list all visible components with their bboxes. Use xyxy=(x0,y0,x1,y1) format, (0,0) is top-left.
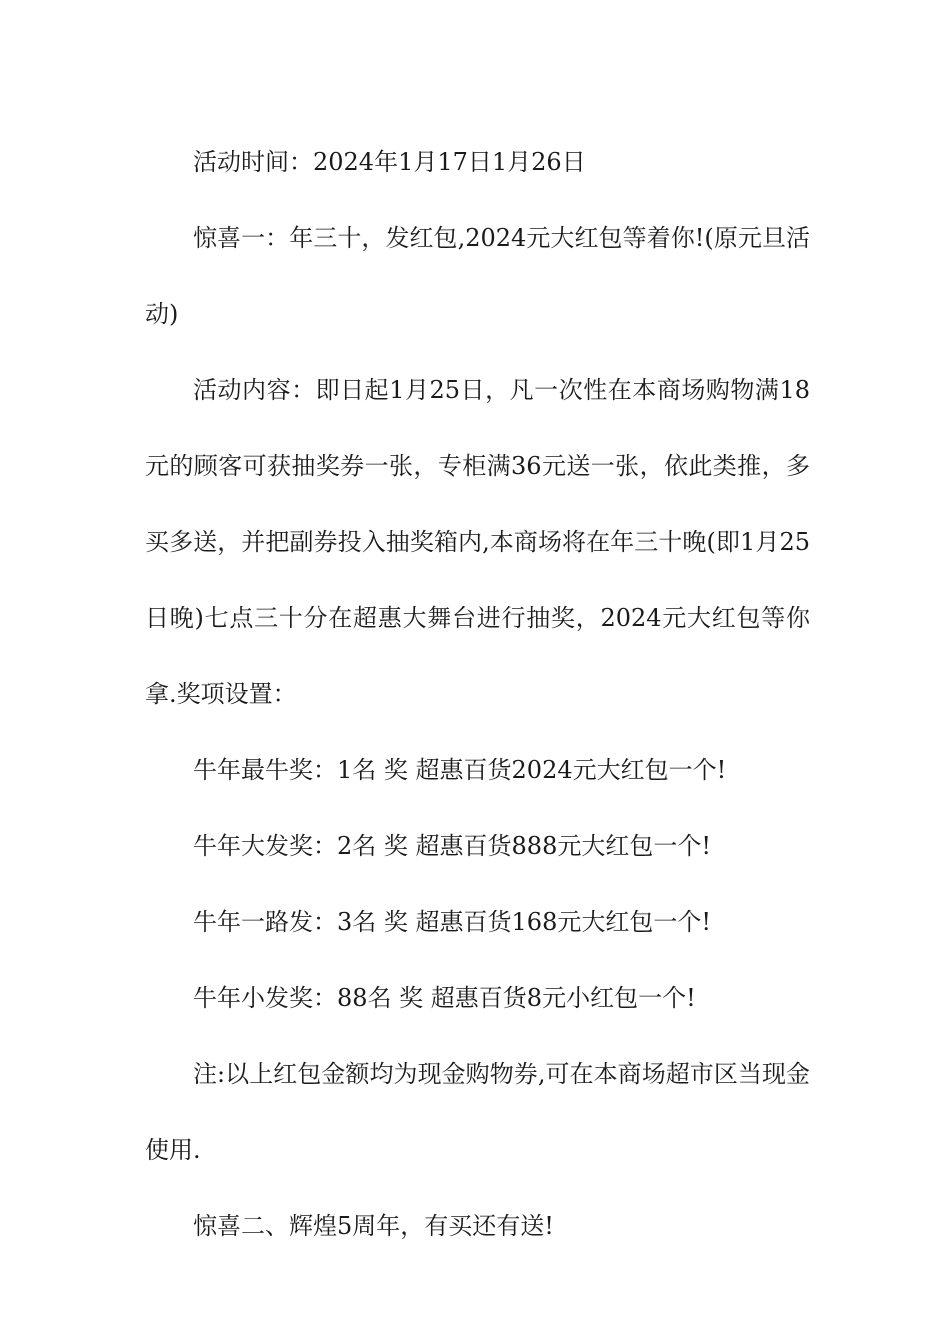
note-paragraph: 注:以上红包金额均为现金购物券,可在本商场超市区当现金使用. xyxy=(145,1060,810,1164)
activity-content-paragraph: 活动内容：即日起1月25日，凡一次性在本商场购物满18元的顾客可获抽奖券一张，专柜满36元送一张，依此类推，多买多送，并把副券投入抽奖箱内,本商场将在年三十晚(即1月25日晚)七点三十分在超惠大舞台进行抽奖，2024元大红包等你拿.奖项设置： xyxy=(145,376,810,708)
prize-first-item: 牛年最牛奖：1名 奖 超惠百货2024元大红包一个! xyxy=(193,756,727,784)
prize-third-item: 牛年一路发：3名 奖 超惠百货168元大红包一个! xyxy=(193,908,711,936)
activity-time-paragraph: 活动时间：2024年1月17日1月26日 xyxy=(193,148,586,176)
prize-fourth-item: 牛年小发奖：88名 奖 超惠百货8元小红包一个! xyxy=(193,984,696,1012)
surprise-one-heading: 惊喜一：年三十，发红包,2024元大红包等着你!(原元旦活动) xyxy=(145,224,810,328)
surprise-two-heading: 惊喜二、辉煌5周年，有买还有送! xyxy=(193,1212,554,1240)
prize-second-item: 牛年大发奖：2名 奖 超惠百货888元大红包一个! xyxy=(193,832,711,860)
document-body xyxy=(145,124,810,1264)
